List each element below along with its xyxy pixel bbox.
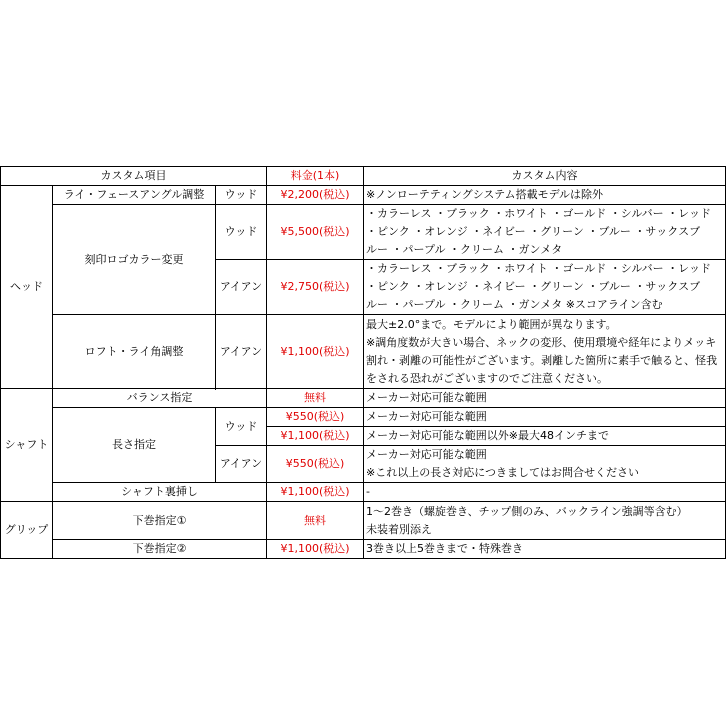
club-type: アイアン	[216, 446, 267, 483]
content-cell	[364, 205, 726, 260]
club-type: ウッド	[216, 186, 267, 205]
content-line: メーカー対応可能な範囲	[366, 448, 487, 461]
club-type: アイアン	[216, 260, 267, 315]
item-lie-face: ライ・フェースアングル調整	[53, 186, 216, 205]
content-line: 未装着別添え	[366, 522, 433, 536]
price-cell: 無料	[267, 389, 364, 408]
content-line: ルー ・パープル ・クリーム ・ガンメタ	[366, 243, 563, 256]
header-item: カスタム項目	[1, 167, 267, 186]
category-shaft: シャフト	[1, 389, 53, 502]
content-line: ・ピンク ・オレンジ ・ネイビー ・グリーン ・ブルー ・サックスブ	[366, 280, 701, 293]
content-cell: ※ノンローテティングシステム搭載モデルは除外	[364, 186, 726, 205]
header-price: 料金(1本)	[267, 167, 364, 186]
price-cell: ¥5,500(税込)	[267, 205, 364, 260]
content-cell: メーカー対応可能な範囲	[364, 389, 726, 408]
content-cell: 3巻き以上5巻きまで・特殊巻き	[364, 540, 726, 559]
content-cell: メーカー対応可能な範囲以外※最大48インチまで	[364, 427, 726, 446]
table-row	[1, 186, 726, 205]
table-row	[1, 315, 726, 389]
item-logo-color: 刻印ロゴカラー変更	[53, 205, 216, 315]
price-cell: ¥550(税込)	[267, 408, 364, 427]
price-cell: ¥550(税込)	[267, 446, 364, 483]
price-cell: ¥1,100(税込)	[267, 315, 364, 389]
price-cell: ¥1,100(税込)	[267, 483, 364, 502]
content-cell: -	[364, 483, 726, 502]
content-line: 割れ・剥離の可能性がございます。剥離した箇所に素手で触ると、怪我	[366, 353, 718, 367]
content-cell: メーカー対応可能な範囲	[364, 408, 726, 427]
content-line: をされる恐れがございますのでご注意ください。	[366, 371, 609, 385]
item-reverse: シャフト裏挿し	[53, 483, 267, 502]
content-cell	[364, 315, 726, 389]
content-line: ※これ以上の長さ対応につきましてはお問合せください	[366, 466, 640, 479]
table-row	[1, 483, 726, 502]
price-cell: ¥1,100(税込)	[267, 540, 364, 559]
content-line: ルー ・パープル ・クリーム ・ガンメタ ※スコアライン含む	[366, 298, 663, 311]
content-line: ・ピンク ・オレンジ ・ネイビー ・グリーン ・ブルー ・サックスブ	[366, 225, 701, 238]
price-cell: ¥1,100(税込)	[267, 427, 364, 446]
club-type: アイアン	[216, 315, 267, 389]
custom-price-table	[0, 166, 726, 559]
item-under1: 下巻指定①	[53, 502, 267, 540]
content-line: ・カラーレス ・ブラック ・ホワイト ・ゴールド ・シルバー ・レッド	[366, 207, 712, 220]
item-under2: 下巻指定②	[53, 540, 267, 559]
custom-price-table-wrapper	[0, 166, 726, 559]
item-balance: バランス指定	[53, 389, 267, 408]
content-cell	[364, 260, 726, 315]
price-cell: ¥2,200(税込)	[267, 186, 364, 205]
content-line: 最大±2.0°まで。モデルにより範囲が異なります。	[366, 317, 617, 331]
table-row	[1, 389, 726, 408]
price-cell: 無料	[267, 502, 364, 540]
club-type: ウッド	[216, 205, 267, 260]
content-line: 1～2巻き（螺旋巻き、チップ側のみ、バックライン強調等含む）	[366, 504, 688, 518]
content-line: ※調角度数が大きい場合、ネックの変形、使用環境や経年によりメッキ	[366, 335, 717, 349]
category-head: ヘッド	[1, 186, 53, 389]
club-type: ウッド	[216, 408, 267, 446]
table-row	[1, 502, 726, 540]
header-content: カスタム内容	[364, 167, 726, 186]
table-row	[1, 540, 726, 559]
item-length: 長さ指定	[53, 408, 216, 483]
table-row	[1, 408, 726, 427]
price-cell: ¥2,750(税込)	[267, 260, 364, 315]
item-loft-lie: ロフト・ライ角調整	[53, 315, 216, 389]
category-grip: グリップ	[1, 502, 53, 559]
content-cell	[364, 502, 726, 540]
content-line: ・カラーレス ・ブラック ・ホワイト ・ゴールド ・シルバー ・レッド	[366, 262, 712, 275]
content-cell	[364, 446, 726, 483]
table-header-row	[1, 167, 726, 186]
